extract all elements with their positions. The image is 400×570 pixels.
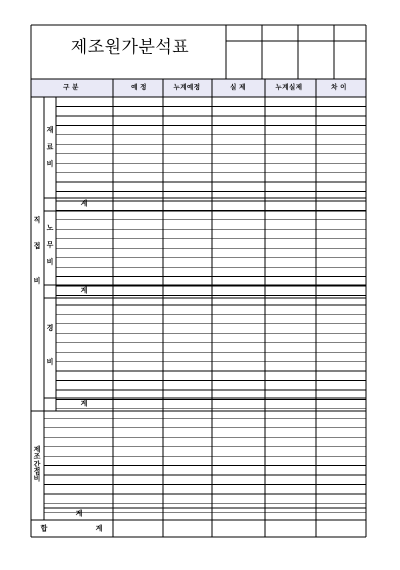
header-difference: 차 이 (331, 83, 347, 91)
expense-label: 경 비 (46, 325, 54, 366)
grand-total-label-right: 계 (95, 525, 103, 533)
header-planned: 예 정 (131, 83, 147, 91)
document-title: 제조원가분석표 (70, 37, 190, 58)
material-subtotal-label: 계 (80, 200, 88, 208)
labor-cost-label: 노 무 비 (46, 225, 54, 266)
overhead-cost-label: 제 조 간 접 비 (33, 446, 41, 484)
labor-subtotal-label: 계 (80, 287, 88, 295)
direct-costs-label: 직 접 비 (33, 217, 41, 286)
grand-total-label-left: 합 (40, 525, 48, 533)
expense-subtotal-label: 계 (80, 400, 88, 408)
overhead-subtotal-label: 계 (75, 510, 83, 518)
header-actual: 실 제 (230, 83, 246, 91)
header-cumulative-planned: 누계예정 (173, 83, 201, 91)
material-cost-label: 재 료 비 (46, 127, 54, 168)
header-category: 구 분 (63, 83, 79, 91)
header-cumulative-actual: 누계실제 (275, 83, 303, 91)
